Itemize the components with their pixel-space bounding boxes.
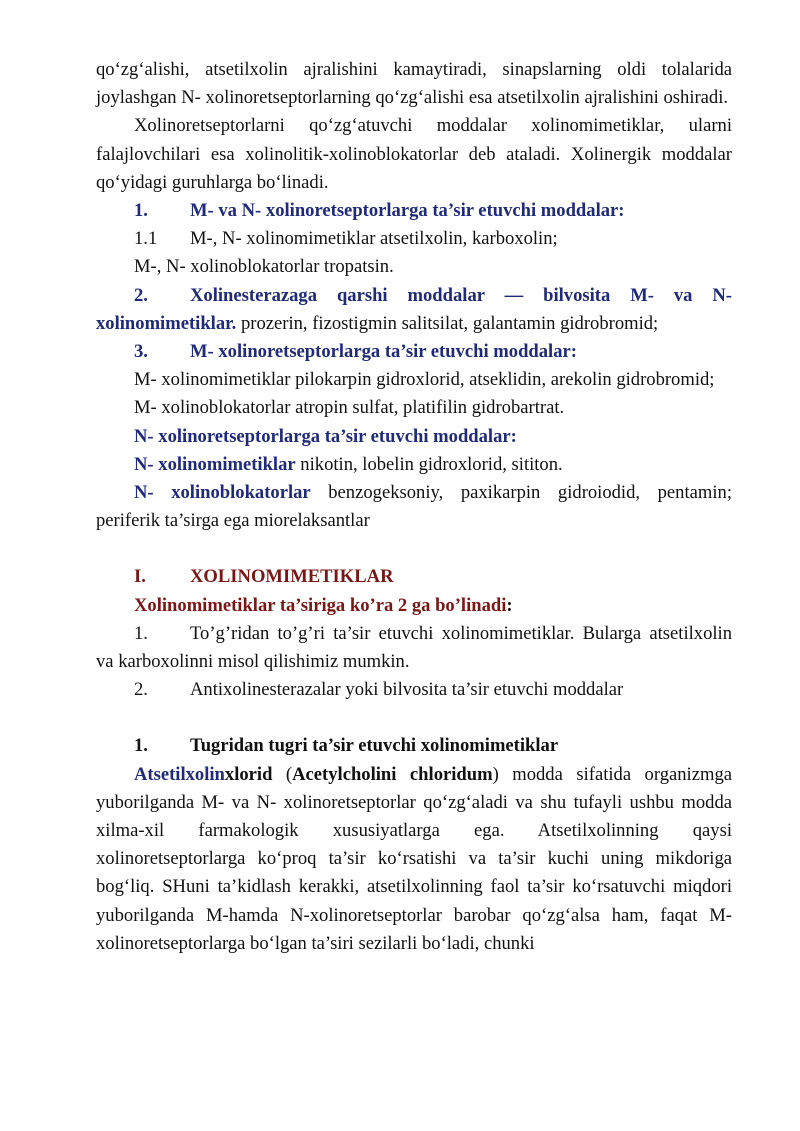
paragraph-n-mimetics xyxy=(96,451,732,479)
list-text: To’g’ridan to’g’ri ta’sir etuvchi xolinomimetiklar. Bularga atsetilxolin va karboxolinni misol qilishimiz mumkin. xyxy=(96,622,732,673)
list-heading: Xolinesterazaga qarshi moddalar — bilvosita M- va N- xolinomimetiklar. xyxy=(96,284,732,334)
list-item-3 xyxy=(96,338,732,366)
subsection-number: 1. xyxy=(134,735,148,757)
list-number: 2. xyxy=(134,284,148,306)
spacer xyxy=(96,535,732,563)
list-text: M-, N- xolinomimetiklar atsetilxolin, karboxolin; xyxy=(190,228,558,250)
term-atsetilxolin: Atsetilxolin xyxy=(134,763,225,785)
classification-colon: : xyxy=(506,594,513,616)
list-text: Antixolinesterazalar yoki bilvosita ta’sir etuvchi moddalar xyxy=(190,679,624,701)
class-item-1 xyxy=(96,620,732,676)
class-item-2 xyxy=(96,676,732,704)
text-n-blockers: benzogeksoniy, paxikarpin gidroiodid, pentamin; periferik ta’sirga ega miorelaksantlar xyxy=(96,482,732,532)
section-title: XOLINOMIMETIKLAR xyxy=(190,566,394,588)
list-number: 1.1 xyxy=(134,228,158,250)
paragraph-m-mimetics: M- xolinomimetiklar pilokarpin gidroxlorid, atseklidin, arekolin gidrobromid; xyxy=(134,369,715,391)
list-item-1-1 xyxy=(96,225,732,253)
list-number: 1. xyxy=(134,200,148,222)
list-heading: M- va N- xolinoretseptorlarga ta’sir etuvchi moddalar: xyxy=(190,200,625,222)
list-item-2 xyxy=(96,282,732,338)
paragraph-definitions: Xolinoretseptorlarni qo‘zg‘atuvchi moddalar xolinomimetiklar, ularni falajlovchilari esa xolinolitik-xolinoblokatorlar deb ataladi. Xolinergik moddalar qo‘yidagi guruhlarga bo‘linadi. xyxy=(96,115,732,193)
n-receptors-heading: N- xolinoretseptorlarga ta’sir etuvchi moddalar: xyxy=(134,425,517,447)
paragraph-n-blockers xyxy=(96,479,732,535)
list-number: 2. xyxy=(134,679,148,701)
term-xlorid: xlorid xyxy=(224,763,273,785)
section-heading xyxy=(96,563,732,591)
term-n-blockers: N- xolinoblokatorlar xyxy=(134,482,311,504)
term-n-mimetics: N- xolinomimetiklar xyxy=(134,453,296,475)
list-item-1 xyxy=(96,197,732,225)
list-text: prozerin, fizostigmin salitsilat, galantamin gidrobromid; xyxy=(236,312,659,334)
document-page xyxy=(96,56,732,958)
classification-heading: Xolinomimetiklar ta’siriga ko’ra 2 ga bo’linadi xyxy=(134,594,507,616)
section-number: I. xyxy=(134,566,146,588)
list-number: 3. xyxy=(134,341,148,363)
list-number: 1. xyxy=(134,622,148,644)
classification-line xyxy=(96,592,732,620)
paren-open: ( xyxy=(272,763,293,785)
list-heading: M- xolinoretseptorlarga ta’sir etuvchi moddalar: xyxy=(190,341,577,363)
latin-name: Acetylcholini chloridum xyxy=(292,763,493,785)
line-mn-blockers: M-, N- xolinoblokatorlar tropatsin. xyxy=(134,256,394,278)
spacer xyxy=(96,704,732,732)
paragraph-m-blockers: M- xolinoblokatorlar atropin sulfat, platifilin gidrobartrat. xyxy=(134,397,565,419)
paragraph-intro: qo‘zg‘alishi, atsetilxolin ajralishini kamaytiradi, sinapslarning oldi tolalarida joylashgan N- xolinoretseptorlarning qo‘zg‘alishi esa atsetilxolin ajralishini oshiradi. xyxy=(96,59,732,109)
subsection-title: Tugridan tugri ta’sir etuvchi xolinomimetiklar xyxy=(190,735,559,757)
text-n-mimetics: nikotin, lobelin gidroxlorid, sititon. xyxy=(295,453,563,475)
paragraph-acetylcholine xyxy=(96,761,732,958)
subsection-heading xyxy=(96,732,732,760)
paragraph-text: ) modda sifatida organizmga yuborilganda M- va N- xolinoretseptorlar qo‘zg‘aladi va shu tufayli ushbu modda xilma-xil farmakologik xususiyatlarga ega. Atsetilxolinning qaysi xolinoretseptorlarga ko‘proq ta’sir ko‘rsatishi va ta’sir kuchi uning mikdoriga bog‘liq. SHuni ta’kidlash kerakki, atsetilxolinning faol ta’sir ko‘rsatuvchi miqdori yuborilganda M-hamda N-xolinoretseptorlar barobar qo‘zg‘alsa ham, faqat M- xolinoretseptorlarga bo‘lgan ta’siri sezilarli bo‘ladi, chunki xyxy=(96,763,732,954)
